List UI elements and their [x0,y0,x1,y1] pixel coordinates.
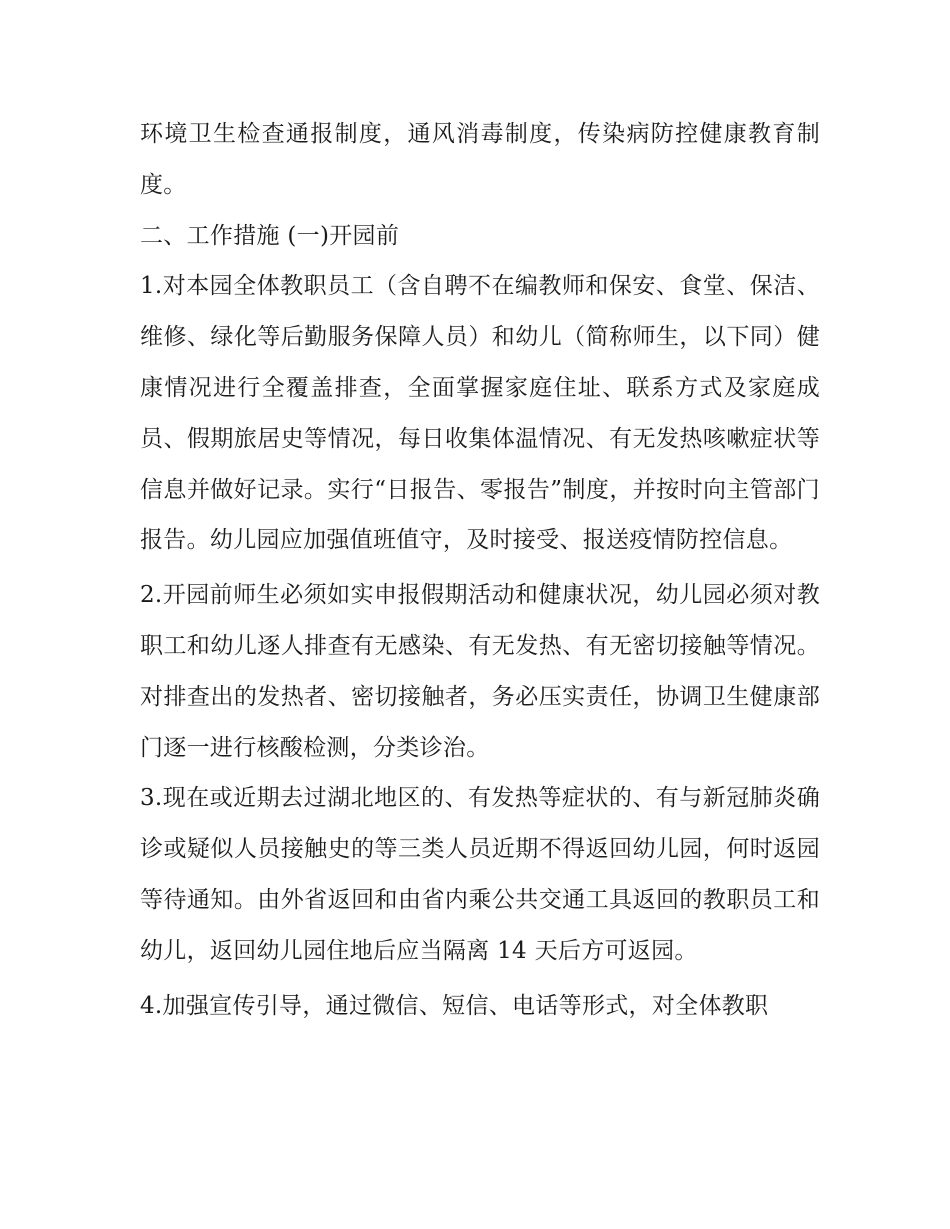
paragraph-item-1: 1.对本园全体教职员工（含自聘不在编教师和保安、食堂、保洁、维修、绿化等后勤服务保障人员）和幼儿（简称师生，以下同）健康情况进行全覆盖排查，全面掌握家庭住址、联系方式及家庭成员、假期旅居史等情况，每日收集体温情况、有无发热咳嗽症状等信息并做好记录。实行“日报告、零报告”制度，并按时向主管部门报告。幼儿园应加强值班值守，及时接受、报送疫情防控信息。 [140,273,820,554]
section-heading: 二、工作措施 (一)开园前 [140,222,400,249]
paragraph-item-2: 2.开园前师生必须如实申报假期活动和健康状况，幼儿园必须对教职工和幼儿逐人排查有无感染、有无发热、有无密切接触等情况。对排查出的发热者、密切接触者，务必压实责任，协调卫生健康部门逐一进行核酸检测，分类诊治。 [140,582,820,761]
paragraph-item-3: 3.现在或近期去过湖北地区的、有发热等症状的、有与新冠肺炎确诊或疑似人员接触史的等三类人员近期不得返回幼儿园，何时返园等待通知。由外省返回和由省内乘公共交通工具返回的教职员工和幼儿，返回幼儿园住地后应当隔离 14 天后方可返园。 [140,785,820,964]
paragraph-item-4: 4.加强宣传引导，通过微信、短信、电话等形式，对全体教职 [140,992,769,1019]
paragraph-continuation: 环境卫生检查通报制度，通风消毒制度，传染病防控健康教育制度。 [140,121,820,198]
document-body [140,109,820,1031]
